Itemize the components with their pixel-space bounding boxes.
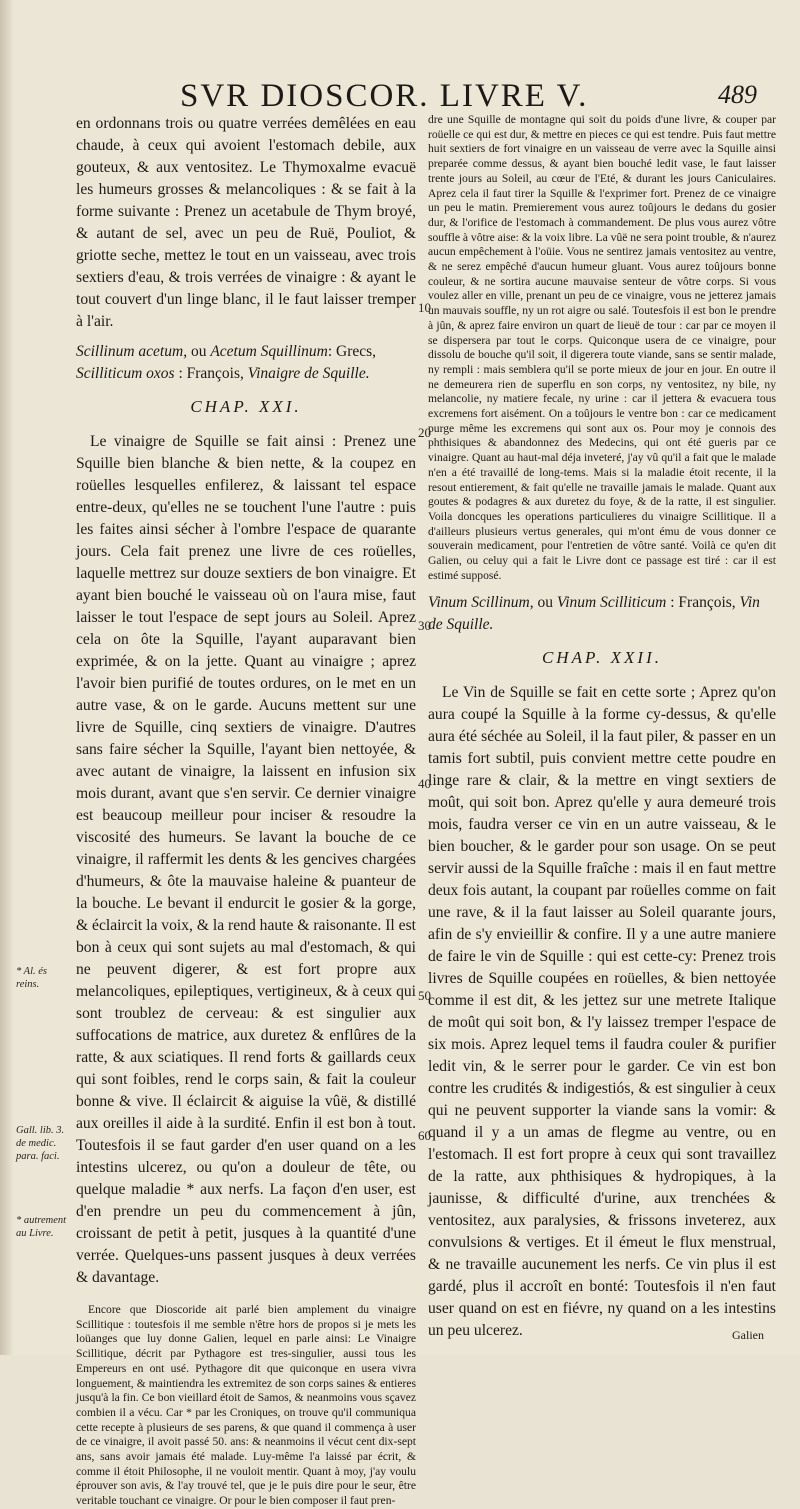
latin-name-1: Scillinum acetum bbox=[76, 343, 184, 360]
syn-connector: , ou bbox=[183, 343, 211, 360]
left-column bbox=[76, 113, 416, 1508]
margin-note-autrement: * autrement au Livre. bbox=[16, 1215, 67, 1239]
latin-name-2: Acetum Squillinum bbox=[210, 343, 328, 360]
right-paragraph-1: dre une Squille de montagne qui soit du poids d'une livre, & couper par roüelle ce qui est dur, & mettre en pieces ce qui est tendre. Puis faut mettre huit sextiers de fort vinaigre en un vaisseau de verre avec la Squille ainsi preparée comme dessus, & ayant bien bouché ledit vase, le faut laisser trente jours au Soleil, au cœur de l'Eté, & durant les jours Caniculaires. Aprez cela il faut tirer la Squille & l'exprimer fort. Prenez de ce vinaigre un peu le matin. Premierement vous aurez toûjours le dedans du gosier dur, & l'orifice de l'estomach à commandement. De plus vous aurez vôtre souffle à vôtre aise: & la voix libre. La vûë ne sera point trouble, & n'aurez aucun empêchement à l'oüie. Vous ne sentirez jamais ventositez au ventre, & ne serez empêché d'aucun humeur gluant. Vous aurez toûjours bonne couleur, & ne sortira aucune mauvaise senteur de vôtre corps. Si vous voulez aller en ville, prenant un peu de ce vinaigre, vous ne jetterez jamais un mauvais souffle, ny un rot aigre ou salé. Toutesfois il est bon le prendre à jûn, & aprez faire environ un quart de lieuë de tour : car par ce moyen il se dispersera par tout le corps. Quiconque usera de ce vinaigre, pour dissolu de bouche qu'il soit, il digerera toute viande, sans se sentir malade, ny rempli : mais semblera qu'il se porte mieux de jour en jour. En outre il ne demeurera rien de superflu en son corps, ny ventositez, ny bile, ny melancolie, ny matiere fecale, ny urine : car il jettera & evacuera tous excremens fort aisément. On a toûjours le ventre bon : car ce medicament purge même les excremens qui sont aux os. Pour moy je connois des phthisiques & abandonnez des Medecins, qui ont été gueris par ce vinaigre. Quant au haut-mal déja inveteré, j'ay vû qu'il a fait que le malade n'en a été travaillé de long-tems. Mais si la maladie étoit recente, il la resout entierement, & fait qu'elle ne travaille jamais le malade. Quant aux goutes & podagres & aux duretez du foye, & de la ratte, il est singulier. Voila doncques les operations particulieres du vinaigre Scillitique. Il a d'ailleurs plusieurs vertus generales, qui m'ont ému de vous donner ce souverain medicament, pour l'entretien de vôtre santé. Voilà ce qu'en dit Galien, ou celuy qui a fait le Livre dont ce passage est tiré : car il est estimé supposé. bbox=[428, 113, 776, 582]
latin-name-2: Vinum Scilliticum bbox=[556, 593, 667, 611]
left-paragraph-1: en ordonnans trois ou quatre verrées demêlées en eau chaude, à ceux qui avoient l'estomach debile, aux gouteux, & aux ventositez. Le Thymoxalme evacuë les humeurs grosses & melancoliques : & se fait à la forme suivante : Prenez un acetabule de Thym broyé, & autant de sel, avec un peu de Ruë, Pouliot, & griotte seche, mettez le tout en un vaisseau, avec trois sextiers d'eau, & trois verrées de vinaigre : & ayant le tout couvert d'un linge blanc, il le faut laisser tremper à l'air. bbox=[76, 115, 416, 330]
right-column bbox=[428, 113, 776, 1345]
line-number: 40 bbox=[418, 776, 431, 791]
french-name: Vin de Squille. bbox=[428, 593, 760, 633]
line-number: 10 bbox=[418, 300, 431, 315]
syn-french-label: : François, bbox=[174, 365, 248, 382]
chapter-title-xxii: CHAP. XXII. bbox=[541, 647, 663, 667]
right-synonyms bbox=[428, 592, 776, 636]
right-paragraph-2: Le Vin de Squille se fait en cette sorte ; Aprez qu'on aura coupé la Squille à la forme cy-dessus, & qu'elle aura été séchée au Soleil, il la faut piler, & passer en un tamis fort subtil, puis convient mettre cette poudre en linge rare & clair, & la mettre en vingt sextiers de moût, qui soit bon. Aprez qu'elle y aura demeuré trois mois, faudra verser ce vin en un autre vaisseau, & le bien boucher, & le garder pour son usage. On se peut servir aussi de la Squille fraîche : mais il en faut mettre deux fois autant, la coupant par roüelles comme on fait une rave, & il la faut laisser au Soleil quarante jours, afin de s'y envieillir & confire. Il y a une autre maniere de faire le vin de Squille : qui est cette-cy: Prenez trois livres de Squille coupées en roüelles, & bien nettoyée comme il est dit, & les jettez sur une metrete Italique de moût qui soit bon, & l'y laissez tremper l'espace de six mois. Aprez lequel tems il faudra couler & purifier ledit vin, & le serrer pour le garder. Ce vin est bon contre les crudités & indigestiós, & est singulier à ceux qui ne peuvent supporter la viande sans la vomir: & quand il y a un amas de flegme au ventre, ou en l'estomach. Il est fort propre à ceux qui sont travaillez de la ratte, aux phthisiques & hydropiques, à la jaunisse, & difficulté d'urine, aux trenchées & ventositez, aux paralysies, & frissons inveterez, aux convulsions & vertiges. Et il émeut le flux menstrual, & ne travaille aucunement les nerfs. Ce vin plus il est gardé, plus il accroît en bonté: Toutesfois il n'en faut user quand on est en fiévre, ny quand on a les intestins un peu ulcerez. bbox=[428, 683, 776, 1339]
left-synonyms bbox=[76, 341, 416, 385]
margin-note-galien: Gall. lib. 3. de medic. para. faci. bbox=[16, 1125, 65, 1162]
french-name: Vinaigre de Squille. bbox=[247, 365, 370, 382]
syn-connector: , ou bbox=[529, 593, 557, 611]
greek-name: Scilliticum oxos bbox=[76, 365, 175, 382]
spacer bbox=[76, 1289, 416, 1303]
line-number: 50 bbox=[418, 988, 431, 1003]
margin-note-al: * Al. és reins. bbox=[16, 966, 48, 990]
running-header: SVR DIOSCOR. LIVRE V. bbox=[180, 78, 589, 114]
left-paragraph-2: Le vinaigre de Squille se fait ainsi : Prenez une Squille bien blanche & bien nette, & la coupez en roüelles lesquelles enfilerez, & laissant tel espace entre-deux, qu'elles ne se touchent l'une l'autre : puis les faites ainsi sécher à l'ombre l'espace de quarante jours. Cela fait prenez une livre de ces roüelles, laquelle mettrez sur douze sextiers de bon vinaigre. Et ayant bien bouché le vaisseau où on l'aura mise, faut laisser le tout l'espace de sept jours au Soleil. Aprez cela on ôte la Squille, l'ayant auparavant bien exprimée, & on la jette. Quant au vinaigre ; aprez l'avoir bien purifié de toutes ordures, on le met en un autre vase, & on le garde. Aucuns mettent sur une livre de Squille, cinq sextiers de vinaigre. D'autres sans faire sécher la Squille, l'ayant bien nettoyée, & avec autant de vinaigre, la laissent en infusion six mois durant, avant que s'en servir. Ce dernier vinaigre est beaucoup meilleur pour inciser & resoudre la viscosité des humeurs. Se lavant la bouche de ce vinaigre, il raffermit les dents & les gencives chargées d'humeurs, & ôte la mauvaise haleine & puanteur de la bouche. Le bevant il endurcit le gosier & la gorge, & éclaircit la voix, & la rend haute & raisonante. Il est bon à ceux qui sont sujets au mal d'estomach, & qui ne peuvent digerer, & est fort propre aux melancoliques, epileptiques, vertigineux, & à ceux qui sont troublez de cerveau: & est singulier aux suffocations de matrice, aux duretez & enflûres de la ratte, & aux sciatiques. Il rend forts & gaillards ceux qui sont foibles, rend le corps sain, & fait la couleur bonne & vive. Il éclaircit & aiguise la vûë, & distillé aux oreilles il aide à la surdité. Enfin il est bon à tout. Toutesfois il se faut garder d'en user quand on a les intestins ulcerez, ou qu'on a douleur de tête, ou quelque maladie * aux nerfs. La façon d'en user, est d'en prendre un peu du commencement à jûn, croissant de petit à petit, jusques à la quantité d'une verrée. Quelques-uns passent jusques à deux verrées & davantage. bbox=[76, 433, 416, 1286]
syn-french-label: : François, bbox=[666, 593, 740, 611]
latin-name-1: Vinum Scillinum bbox=[428, 593, 530, 611]
line-number: 60 bbox=[418, 1128, 431, 1143]
line-number: 30 bbox=[418, 618, 431, 633]
page-number: 489 bbox=[718, 80, 757, 109]
catchword: Galien bbox=[732, 1328, 764, 1342]
syn-greek-label: : Grecs, bbox=[327, 343, 377, 360]
line-number: 20 bbox=[418, 425, 431, 440]
galien-commentary: Encore que Dioscoride ait parlé bien amplement du vinaigre Scillitique : toutesfois il me semble n'être hors de propos si je mets les loüanges que luy donne Galien, lequel en parle ainsi: Le Vinaigre Scillitique, décrit par Pythagore est tres-singulier, aussi tous les Empereurs en ont usé. Pythagore dit que quiconque en usera vivra longuement, & maintiendra les extremitez de son corps saines & entieres jusqu'à la fin. Ce bon vieillard étoit de Samos, & neanmoins vous sçavez combien il a vécu. Car * par les Croniques, on trouve qu'il communiqua cette recepte à plusieurs de ses parens, & que quand il commença à user de ce vinaigre, il avoit passé 50. ans: & neanmoins il vécut cent dix-sept ans, sans avoir jamais été malade. Luy-même l'a laissé par écrit, & comme il étoit Philosophe, il ne vouloit mentir. Quant à moy, j'ay voulu éprouver son avis, & l'ay trouvé tel, que je le puis dire pour le seur, être veritable touchant ce vinaigre. Or pour le bien composer il faut pren- bbox=[76, 1303, 416, 1508]
chapter-title-xxi: CHAP. XXI. bbox=[190, 397, 302, 416]
page-gutter-shadow bbox=[0, 0, 14, 1355]
